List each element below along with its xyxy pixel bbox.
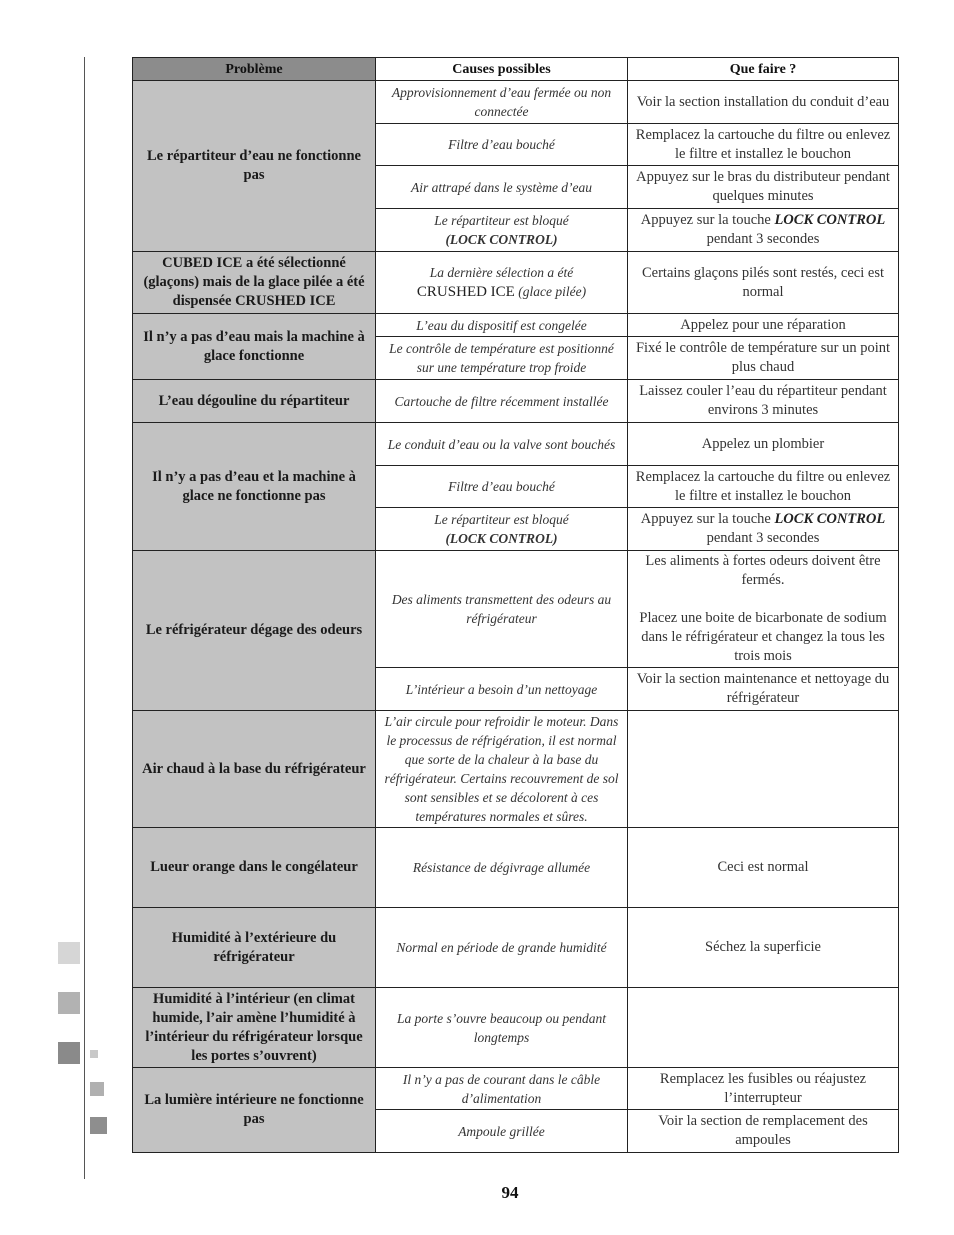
cause-cell <box>376 508 628 551</box>
fix-text: pendant 3 secondes <box>706 530 820 546</box>
decorative-square <box>90 1050 98 1058</box>
header-fix: Que faire ? <box>628 58 899 81</box>
fix-cell <box>628 988 899 1068</box>
cause-cell: Le conduit d’eau ou la valve sont bouchés <box>376 423 628 466</box>
decorative-square <box>90 1117 107 1134</box>
decorative-square <box>58 992 80 1014</box>
table-row <box>133 423 899 466</box>
fix-cell: Ceci est normal <box>628 828 899 908</box>
fix-cell: Appelez pour une réparation <box>628 314 899 337</box>
problem-cell: Air chaud à la base du réfrigérateur <box>133 711 376 828</box>
problem-cell: Il n’y a pas d’eau mais la machine à glace fonctionne <box>133 314 376 380</box>
fix-text: Appuyez sur la touche <box>640 212 771 228</box>
problem-cell: CUBED ICE a été sélectionné (glaçons) mais de la glace pilée a été dispensée CRUSHED ICE <box>133 252 376 314</box>
cause-emphasis: CRUSHED ICE <box>416 284 515 300</box>
problem-cell: Humidité à l’intérieur (en climat humide, l’air amène l’humidité à l’intérieur du réfrigérateur lorsque les portes s’ouvrent) <box>133 988 376 1068</box>
problem-cell: Il n’y a pas d’eau et la machine à glace ne fonctionne pas <box>133 423 376 551</box>
fix-cell: Fixé le contrôle de température sur un point plus chaud <box>628 337 899 380</box>
table-row <box>133 551 899 668</box>
cause-cell: Normal en période de grande humidité <box>376 908 628 988</box>
fix-emphasis: LOCK CONTROL <box>774 511 886 527</box>
fix-cell <box>628 711 899 828</box>
cause-cell: L’eau du dispositif est congelée <box>376 314 628 337</box>
cause-cell: La porte s’ouvre beaucoup ou pendant longtemps <box>376 988 628 1068</box>
table-header-row <box>133 58 899 81</box>
cause-cell: Le contrôle de température est positionné sur une température trop froide <box>376 337 628 380</box>
problem-cell: La lumière intérieure ne fonctionne pas <box>133 1068 376 1153</box>
fix-cell <box>628 551 899 668</box>
decorative-square <box>90 1082 104 1096</box>
fix-cell: Certains glaçons pilés sont restés, ceci est normal <box>628 252 899 314</box>
cause-cell: Des aliments transmettent des odeurs au réfrigérateur <box>376 551 628 668</box>
fix-cell: Remplacez les fusibles ou réajustez l’interrupteur <box>628 1068 899 1110</box>
table-row <box>133 908 899 988</box>
cause-cell: L’air circule pour refroidir le moteur. Dans le processus de réfrigération, il est normal que sorte de la chaleur à la base du réfrigérateur. Certains recouvrement de sol sont sensibles et se décolorent à ces températures normales et sûres. <box>376 711 628 828</box>
cause-text: (glace pilée) <box>518 284 587 299</box>
table-row <box>133 828 899 908</box>
decorative-square <box>58 942 80 964</box>
fix-cell: Séchez la superficie <box>628 908 899 988</box>
margin-rule <box>84 57 85 1179</box>
header-problem: Problème <box>133 58 376 81</box>
decorative-square <box>58 1042 80 1064</box>
table-row <box>133 314 899 337</box>
fix-cell: Voir la section installation du conduit d’eau <box>628 81 899 124</box>
table-row <box>133 81 899 124</box>
problem-cell: Le réfrigérateur dégage des odeurs <box>133 551 376 711</box>
fix-emphasis: LOCK CONTROL <box>774 212 886 228</box>
table-row <box>133 252 899 314</box>
fix-cell <box>628 508 899 551</box>
cause-cell: Ampoule grillée <box>376 1110 628 1153</box>
header-causes: Causes possibles <box>376 58 628 81</box>
fix-cell: Appelez un plombier <box>628 423 899 466</box>
fix-cell: Remplacez la cartouche du filtre ou enlevez le filtre et installez le bouchon <box>628 466 899 508</box>
problem-cell: L’eau dégouline du répartiteur <box>133 380 376 423</box>
cause-cell: Filtre d’eau bouché <box>376 466 628 508</box>
cause-text: Le répartiteur est bloqué <box>434 512 569 527</box>
table-row <box>133 380 899 423</box>
table-row <box>133 1068 899 1110</box>
cause-text: Le répartiteur est bloqué <box>434 213 569 228</box>
fix-text: pendant 3 secondes <box>706 231 820 247</box>
cause-cell: L’intérieur a besoin d’un nettoyage <box>376 668 628 711</box>
table-row <box>133 711 899 828</box>
fix-cell: Voir la section de remplacement des ampoules <box>628 1110 899 1153</box>
cause-cell: Air attrapé dans le système d’eau <box>376 166 628 209</box>
fix-cell: Appuyez sur le bras du distributeur pendant quelques minutes <box>628 166 899 209</box>
troubleshooting-table <box>132 57 899 1153</box>
fix-text: Appuyez sur la touche <box>640 511 771 527</box>
table-row <box>133 988 899 1068</box>
cause-text: La dernière sélection a été <box>429 265 574 280</box>
cause-cell <box>376 209 628 252</box>
problem-cell: Lueur orange dans le congélateur <box>133 828 376 908</box>
cause-cell: Il n’y a pas de courant dans le câble d’alimentation <box>376 1068 628 1110</box>
cause-cell: Résistance de dégivrage allumée <box>376 828 628 908</box>
cause-cell: Filtre d’eau bouché <box>376 124 628 166</box>
cause-cell: Approvisionnement d’eau fermée ou non connectée <box>376 81 628 124</box>
cause-cell: Cartouche de filtre récemment installée <box>376 380 628 423</box>
cause-emphasis: (LOCK CONTROL) <box>445 232 558 247</box>
page-number: 94 <box>501 1183 519 1202</box>
problem-cell: Le répartiteur d’eau ne fonctionne pas <box>133 81 376 252</box>
fix-text: Placez une boite de bicarbonate de sodium dans le réfrigérateur et changez la tous les trois mois <box>639 610 887 664</box>
fix-cell <box>628 209 899 252</box>
fix-cell: Voir la section maintenance et nettoyage du réfrigérateur <box>628 668 899 711</box>
problem-cell: Humidité à l’extérieure du réfrigérateur <box>133 908 376 988</box>
fix-cell: Laissez couler l’eau du répartiteur pendant environs 3 minutes <box>628 380 899 423</box>
cause-emphasis: (LOCK CONTROL) <box>445 531 558 546</box>
cause-cell <box>376 252 628 314</box>
fix-text: Les aliments à fortes odeurs doivent être fermés. <box>645 553 881 588</box>
fix-cell: Remplacez la cartouche du filtre ou enlevez le filtre et installez le bouchon <box>628 124 899 166</box>
